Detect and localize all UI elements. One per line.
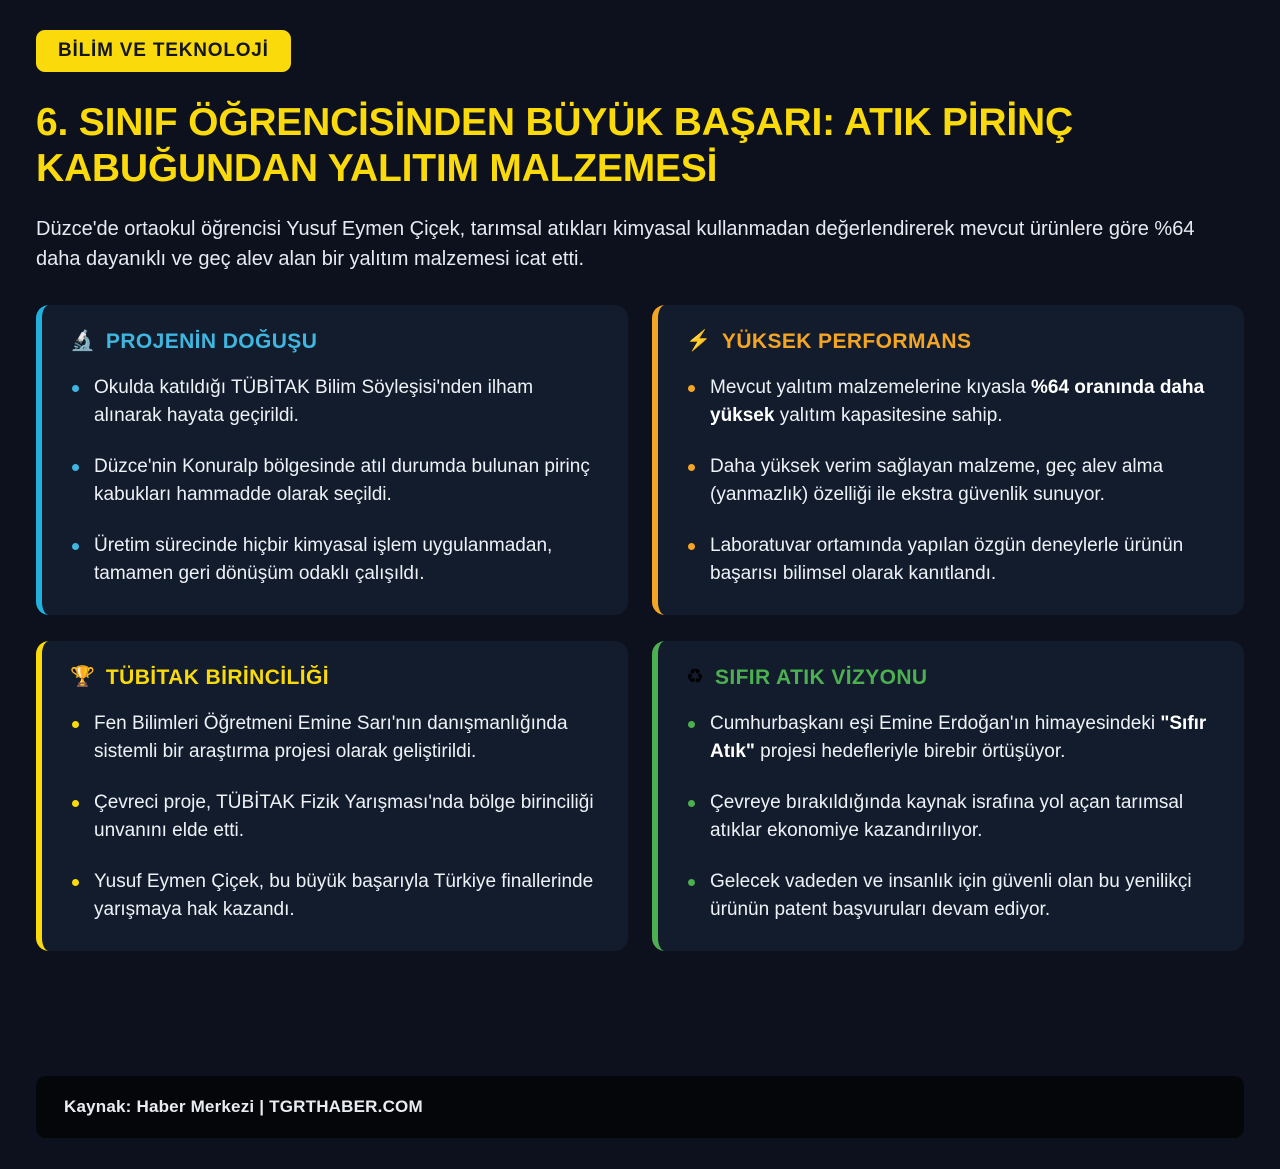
card-sifir-atik-vizyonu [652, 641, 1244, 951]
bullet-text-post: yalıtım kapasitesine sahip. [774, 405, 1003, 427]
list-item: Gelecek vadeden ve insanlık için güvenli olan bu yenilikçi ürünün patent başvuruları devam ediyor. [686, 868, 1216, 925]
card-bullet-list [686, 374, 1216, 589]
list-item: Laboratuvar ortamında yapılan özgün deneylerle ürünün başarısı bilimsel olarak kanıtlandı. [686, 532, 1216, 589]
category-badge: BİLİM VE TEKNOLOJİ [36, 30, 291, 72]
list-item: Okulda katıldığı TÜBİTAK Bilim Söyleşisi'nden ilham alınarak hayata geçirildi. [70, 374, 600, 431]
lightning-bolt-icon: ⚡ [686, 330, 711, 353]
list-item: Çevreye bırakıldığında kaynak israfına yol açan tarımsal atıklar ekonomiye kazandırılıyor. [686, 789, 1216, 846]
bullet-text-post: projesi hedefleriyle birebir örtüşüyor. [754, 741, 1066, 763]
source-text: Kaynak: Haber Merkezi | TGRTHABER.COM [64, 1097, 423, 1116]
card-header [70, 331, 600, 352]
card-bullet-list [70, 374, 600, 589]
list-item [686, 374, 1216, 431]
list-item: Fen Bilimleri Öğretmeni Emine Sarı'nın danışmanlığında sistemli bir araştırma projesi olarak geliştirildi. [70, 710, 600, 767]
list-item: Üretim sürecinde hiçbir kimyasal işlem uygulanmadan, tamamen geri dönüşüm odaklı çalışıldı. [70, 532, 600, 589]
microscope-icon: 🔬 [70, 330, 95, 353]
card-title: PROJENİN DOĞUŞU [105, 329, 318, 353]
card-header [686, 667, 1216, 688]
bullet-text-pre: Cumhurbaşkanı eşi Emine Erdoğan'ın himayesindeki [710, 712, 1161, 734]
card-header [686, 331, 1216, 352]
card-yuksek-performans [652, 305, 1244, 615]
card-grid [36, 305, 1244, 951]
card-title: YÜKSEK PERFORMANS [721, 329, 972, 353]
list-item: Çevreci proje, TÜBİTAK Fizik Yarışması'nda bölge birinciliği unvanını elde etti. [70, 789, 600, 846]
list-item: Daha yüksek verim sağlayan malzeme, geç alev alma (yanmazlık) özelliği ile ekstra güvenlik sunuyor. [686, 453, 1216, 510]
trophy-icon: 🏆 [70, 666, 95, 689]
card-title: TÜBİTAK BİRİNCİLİĞİ [105, 665, 329, 689]
card-title: SIFIR ATIK VİZYONU [714, 665, 928, 689]
page-subtitle: Düzce'de ortaokul öğrencisi Yusuf Eymen Çiçek, tarımsal atıkları kimyasal kullanmadan değerlendirerek mevcut ürünlere göre %64 daha dayanıklı ve geç alev alan bir yalıtım malzemesi icat etti. [36, 218, 1195, 271]
bullet-text-bold: "Sıfır Atık" [710, 712, 1207, 763]
list-item [686, 710, 1216, 767]
source-footer [36, 1076, 1244, 1138]
card-bullet-list [686, 710, 1216, 925]
bullet-text-pre: Mevcut yalıtım malzemelerine kıyasla [710, 376, 1031, 398]
card-header [70, 667, 600, 688]
list-item: Yusuf Eymen Çiçek, bu büyük başarıyla Türkiye finallerinde yarışmaya hak kazandı. [70, 868, 600, 925]
recycle-icon: ♻ [686, 666, 704, 689]
bullet-text-bold: %64 oranında daha yüksek [710, 376, 1205, 427]
list-item: Düzce'nin Konuralp bölgesinde atıl durumda bulunan pirinç kabukları hammadde olarak seçildi. [70, 453, 600, 510]
card-projenin-dogusu [36, 305, 628, 615]
card-tubitak-birinciligi [36, 641, 628, 951]
card-bullet-list [70, 710, 600, 925]
page-title: 6. SINIF ÖĞRENCİSİNDEN BÜYÜK BAŞARI: ATIK PİRİNÇ KABUĞUNDAN YALITIM MALZEMESİ [36, 101, 1073, 191]
